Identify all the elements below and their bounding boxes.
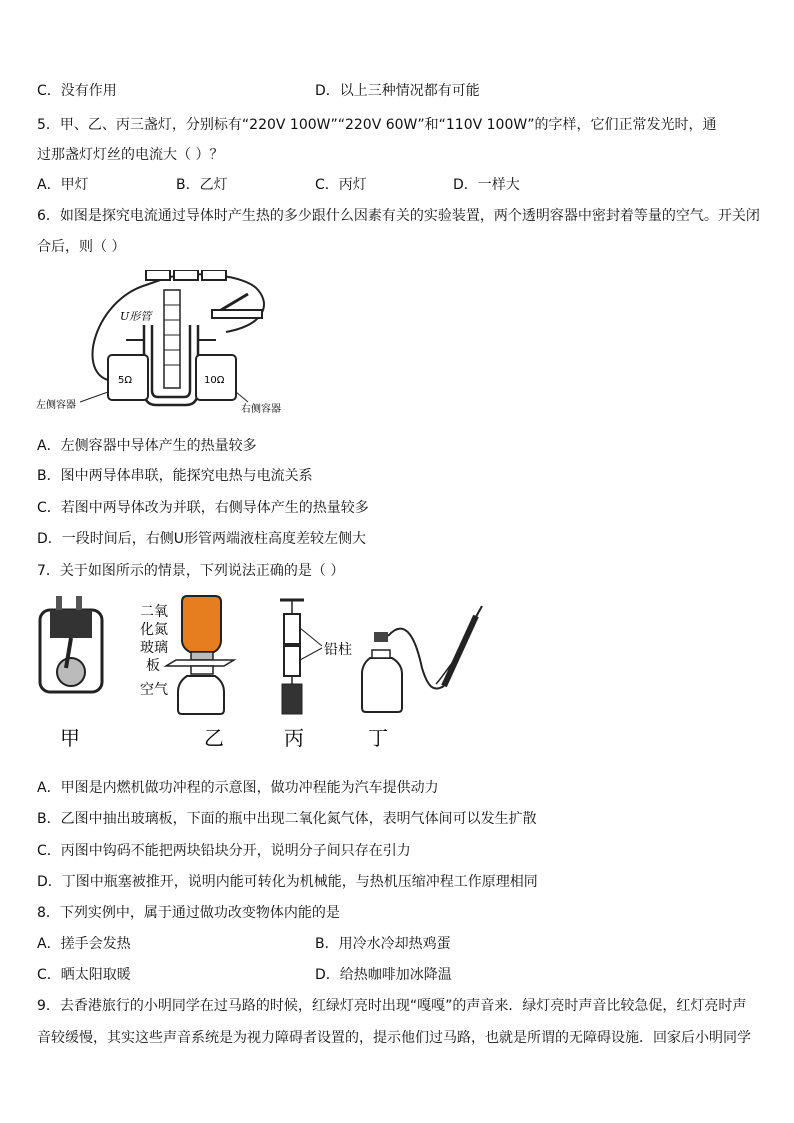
left-container-caption: 左侧容器: [36, 400, 76, 411]
yi-label-5: 空气: [140, 682, 168, 698]
q7-stem: 7．关于如图所示的情景，下列说法正确的是（ ）: [37, 563, 345, 579]
q4-option-d: D．以上三种情况都有可能: [315, 83, 480, 99]
q7-option-c: C．丙图中钩码不能把两块铅块分开，说明分子间只存在引力: [37, 843, 411, 859]
q5-stem-line1: 5．甲、乙、丙三盏灯，分别标有“220V 100W”“220V 60W”和“110V 100W”的字样，它们正常发光时，通: [37, 117, 717, 133]
q7-option-a: A．甲图是内燃机做功冲程的示意图，做功冲程能为汽车提供动力: [37, 780, 439, 796]
q5-option-a: A．甲灯: [37, 177, 89, 193]
q6-option-b: B．图中两导体串联，能探究电热与电流关系: [37, 468, 313, 484]
q8-option-c: C．晒太阳取暖: [37, 967, 131, 983]
yi-label-4: 板: [146, 658, 160, 674]
q9-stem-line2: 音较缓慢，其实这些声音系统是为视力障碍者设置的，提示他们过马路，也就是所谓的无障碍设施．回家后小明同学: [37, 1030, 751, 1046]
q8-stem: 8．下列实例中，属于通过做功改变物体内能的是: [37, 905, 340, 921]
switch-base: [212, 310, 262, 318]
q8-option-d: D．给热咖啡加冰降温: [315, 967, 452, 983]
bing-label: 铅柱: [324, 642, 352, 658]
yi-label-3: 玻璃: [140, 640, 168, 656]
q7-option-b: B．乙图中抽出玻璃板，下面的瓶中出现二氧化氮气体，表明气体间可以发生扩散: [37, 811, 537, 827]
q6-stem-line2: 合后，则（ ）: [37, 239, 126, 255]
q9-stem-line1: 9．去香港旅行的小明同学在过马路的时候，红绿灯亮时出现“嘎嘎”的声音来．绿灯亮时声音比较急促，红灯亮时声: [37, 998, 747, 1014]
q5-stem-line2: 过那盏灯灯丝的电流大（ ）？: [37, 147, 224, 163]
yi-label-1: 二氧: [140, 604, 168, 620]
resistor-block: [202, 270, 226, 280]
resistor-block: [174, 270, 198, 280]
q8-option-b: B．用冷水冷却热鸡蛋: [315, 936, 451, 952]
u-tube-label: U形管: [120, 310, 152, 323]
panel-label-ding: 丁: [368, 726, 388, 750]
resistor-block: [146, 270, 170, 280]
q8-option-a: A．搓手会发热: [37, 936, 131, 952]
q6-option-a: A．左侧容器中导体产生的热量较多: [37, 438, 257, 454]
engine-diagram: [40, 596, 102, 692]
right-container-caption: 右侧容器: [241, 404, 281, 415]
q4-option-c: C．没有作用: [37, 83, 117, 99]
q5-option-c: C．丙灯: [315, 177, 367, 193]
nitrogen-dioxide-bottles: [166, 596, 234, 714]
right-resistor-label: 10Ω: [204, 375, 225, 386]
lead-cylinders: [280, 600, 322, 714]
yi-label-2: 化氮: [140, 622, 168, 638]
q7-figure-four-scenes: [36, 588, 506, 758]
q5-option-d: D．一样大: [453, 177, 520, 193]
panel-label-jia: 甲: [60, 726, 80, 750]
bottle-with-pump: [362, 606, 482, 712]
q6-figure-heating-apparatus: [36, 270, 296, 420]
left-resistor-label: 5Ω: [118, 375, 133, 386]
q5-option-b: B．乙灯: [176, 177, 228, 193]
q6-stem-line1: 6．如图是探究电流通过导体时产生热的多少跟什么因素有关的实验装置，两个透明容器中密封着等量的空气。开关闭: [37, 208, 760, 224]
q6-option-c: C．若图中两导体改为并联，右侧导体产生的热量较多: [37, 500, 369, 516]
q6-option-d: D．一段时间后，右侧U形管两端液柱高度差较左侧大: [37, 531, 367, 547]
panel-label-bing: 丙: [284, 726, 304, 750]
q7-option-d: D．丁图中瓶塞被推开，说明内能可转化为机械能，与热机压缩冲程工作原理相同: [37, 874, 538, 890]
panel-label-yi: 乙: [204, 726, 224, 750]
